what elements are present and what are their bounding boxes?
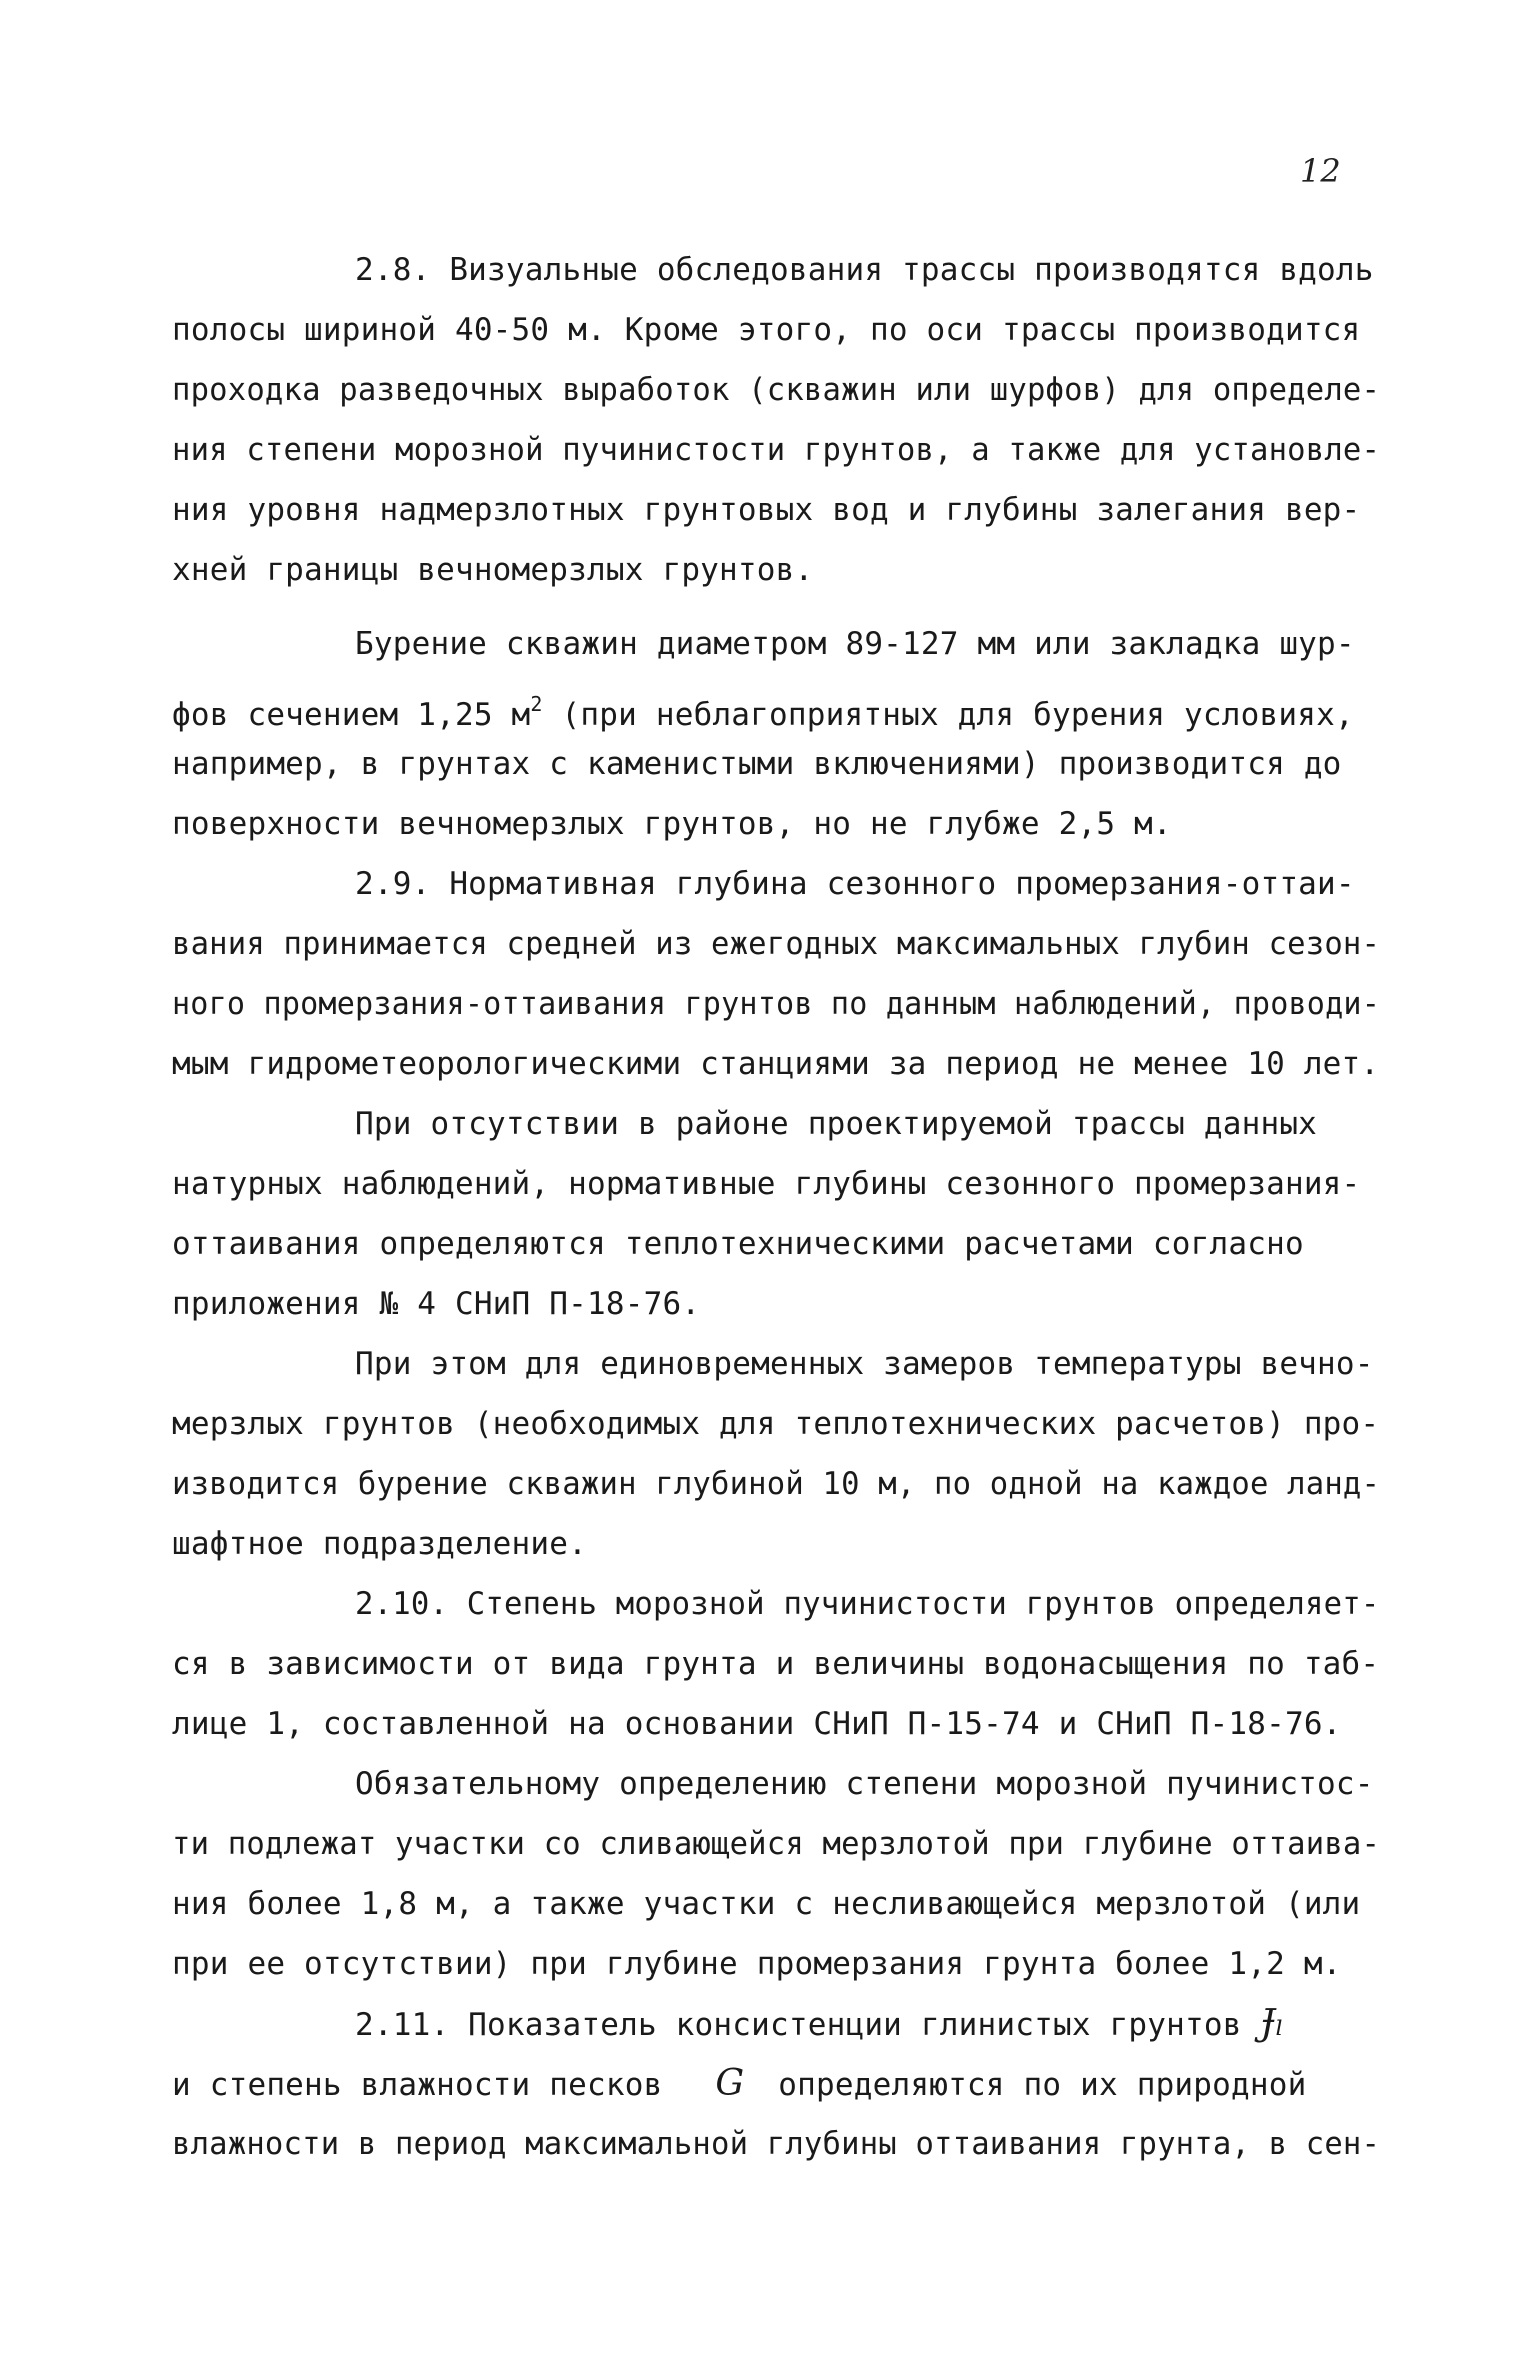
text-fragment: (при неблагоприятных для бурения условиях,: [542, 697, 1354, 733]
text-line: вания принимается средней из ежегодных максимальных глубин сезон-: [172, 926, 1381, 962]
text-line: [172, 684, 1354, 735]
consistency-index-symbol: Ɉₗ: [1260, 2003, 1285, 2044]
text-line: ния степени морозной пучинистости грунтов, а также для установле-: [172, 432, 1381, 468]
text-line: ти подлежат участки со сливающейся мерзлотой при глубине оттаива-: [172, 1826, 1381, 1862]
text-line: например, в грунтах с каменистыми включениями) производится до: [172, 746, 1342, 782]
page-number: 12: [1300, 152, 1341, 190]
text-line: шафтное подразделение.: [172, 1526, 587, 1562]
text-line: приложения № 4 СНиП П-18-76.: [172, 1286, 701, 1322]
text-fragment: фов сечением 1,25 м: [172, 697, 531, 733]
text-line: поверхности вечномерзлых грунтов, но не глубже 2,5 м.: [172, 806, 1172, 842]
text-fragment: и степень влажности песков: [172, 2067, 663, 2103]
text-line: Обязательному определению степени морозной пучинистос-: [355, 1766, 1374, 1802]
text-fragment: 2.11. Показатель консистенции глинистых грунтов: [355, 2007, 1242, 2043]
text-line: натурных наблюдений, нормативные глубины сезонного промерзания-: [172, 1166, 1361, 1202]
text-line: ния уровня надмерзлотных грунтовых вод и глубины залегания вер-: [172, 492, 1361, 528]
text-line: изводится бурение скважин глубиной 10 м, по одной на каждое ланд-: [172, 1466, 1381, 1502]
text-line: влажности в период максимальной глубины оттаивания грунта, в сен-: [172, 2126, 1381, 2162]
text-line: мым гидрометеорологическими станциями за период не менее 10 лет.: [172, 1046, 1380, 1082]
text-line: ся в зависимости от вида грунта и величины водонасыщения по таб-: [172, 1646, 1380, 1682]
text-line: лице 1, составленной на основании СНиП П-15-74 и СНиП П-18-76.: [172, 1706, 1342, 1742]
text-line: 2.9. Нормативная глубина сезонного промерзания-оттаи-: [355, 866, 1355, 902]
text-line: 2.10. Степень морозной пучинистости грунтов определяет-: [355, 1586, 1380, 1622]
text-fragment: определяются по их природной: [778, 2067, 1307, 2103]
text-line: [172, 2064, 1306, 2105]
text-line: Бурение скважин диаметром 89-127 мм или закладка шур-: [355, 626, 1355, 662]
text-line: проходка разведочных выработок (скважин или шурфов) для определе-: [172, 372, 1381, 408]
text-line: полосы шириной 40-50 м. Кроме этого, по оси трассы производится: [172, 312, 1361, 348]
humidity-degree-symbol: G: [715, 2063, 745, 2104]
text-line: ного промерзания-оттаивания грунтов по данным наблюдений, проводи-: [172, 986, 1381, 1022]
text-line: ния более 1,8 м, а также участки с несливающейся мерзлотой (или: [172, 1886, 1361, 1922]
text-line: При этом для единовременных замеров температуры вечно-: [355, 1346, 1374, 1382]
text-line: при ее отсутствии) при глубине промерзания грунта более 1,2 м.: [172, 1946, 1342, 1982]
text-line: оттаивания определяются теплотехническими расчетами согласно: [172, 1226, 1304, 1262]
text-line: 2.8. Визуальные обследования трассы производятся вдоль: [355, 252, 1374, 288]
superscript: 2: [530, 692, 543, 716]
text-line: При отсутствии в районе проектируемой трассы данных: [355, 1106, 1318, 1142]
text-line: хней границы вечномерзлых грунтов.: [172, 552, 814, 588]
text-line: [355, 2004, 1284, 2045]
text-line: мерзлых грунтов (необходимых для теплотехнических расчетов) про-: [172, 1406, 1380, 1442]
